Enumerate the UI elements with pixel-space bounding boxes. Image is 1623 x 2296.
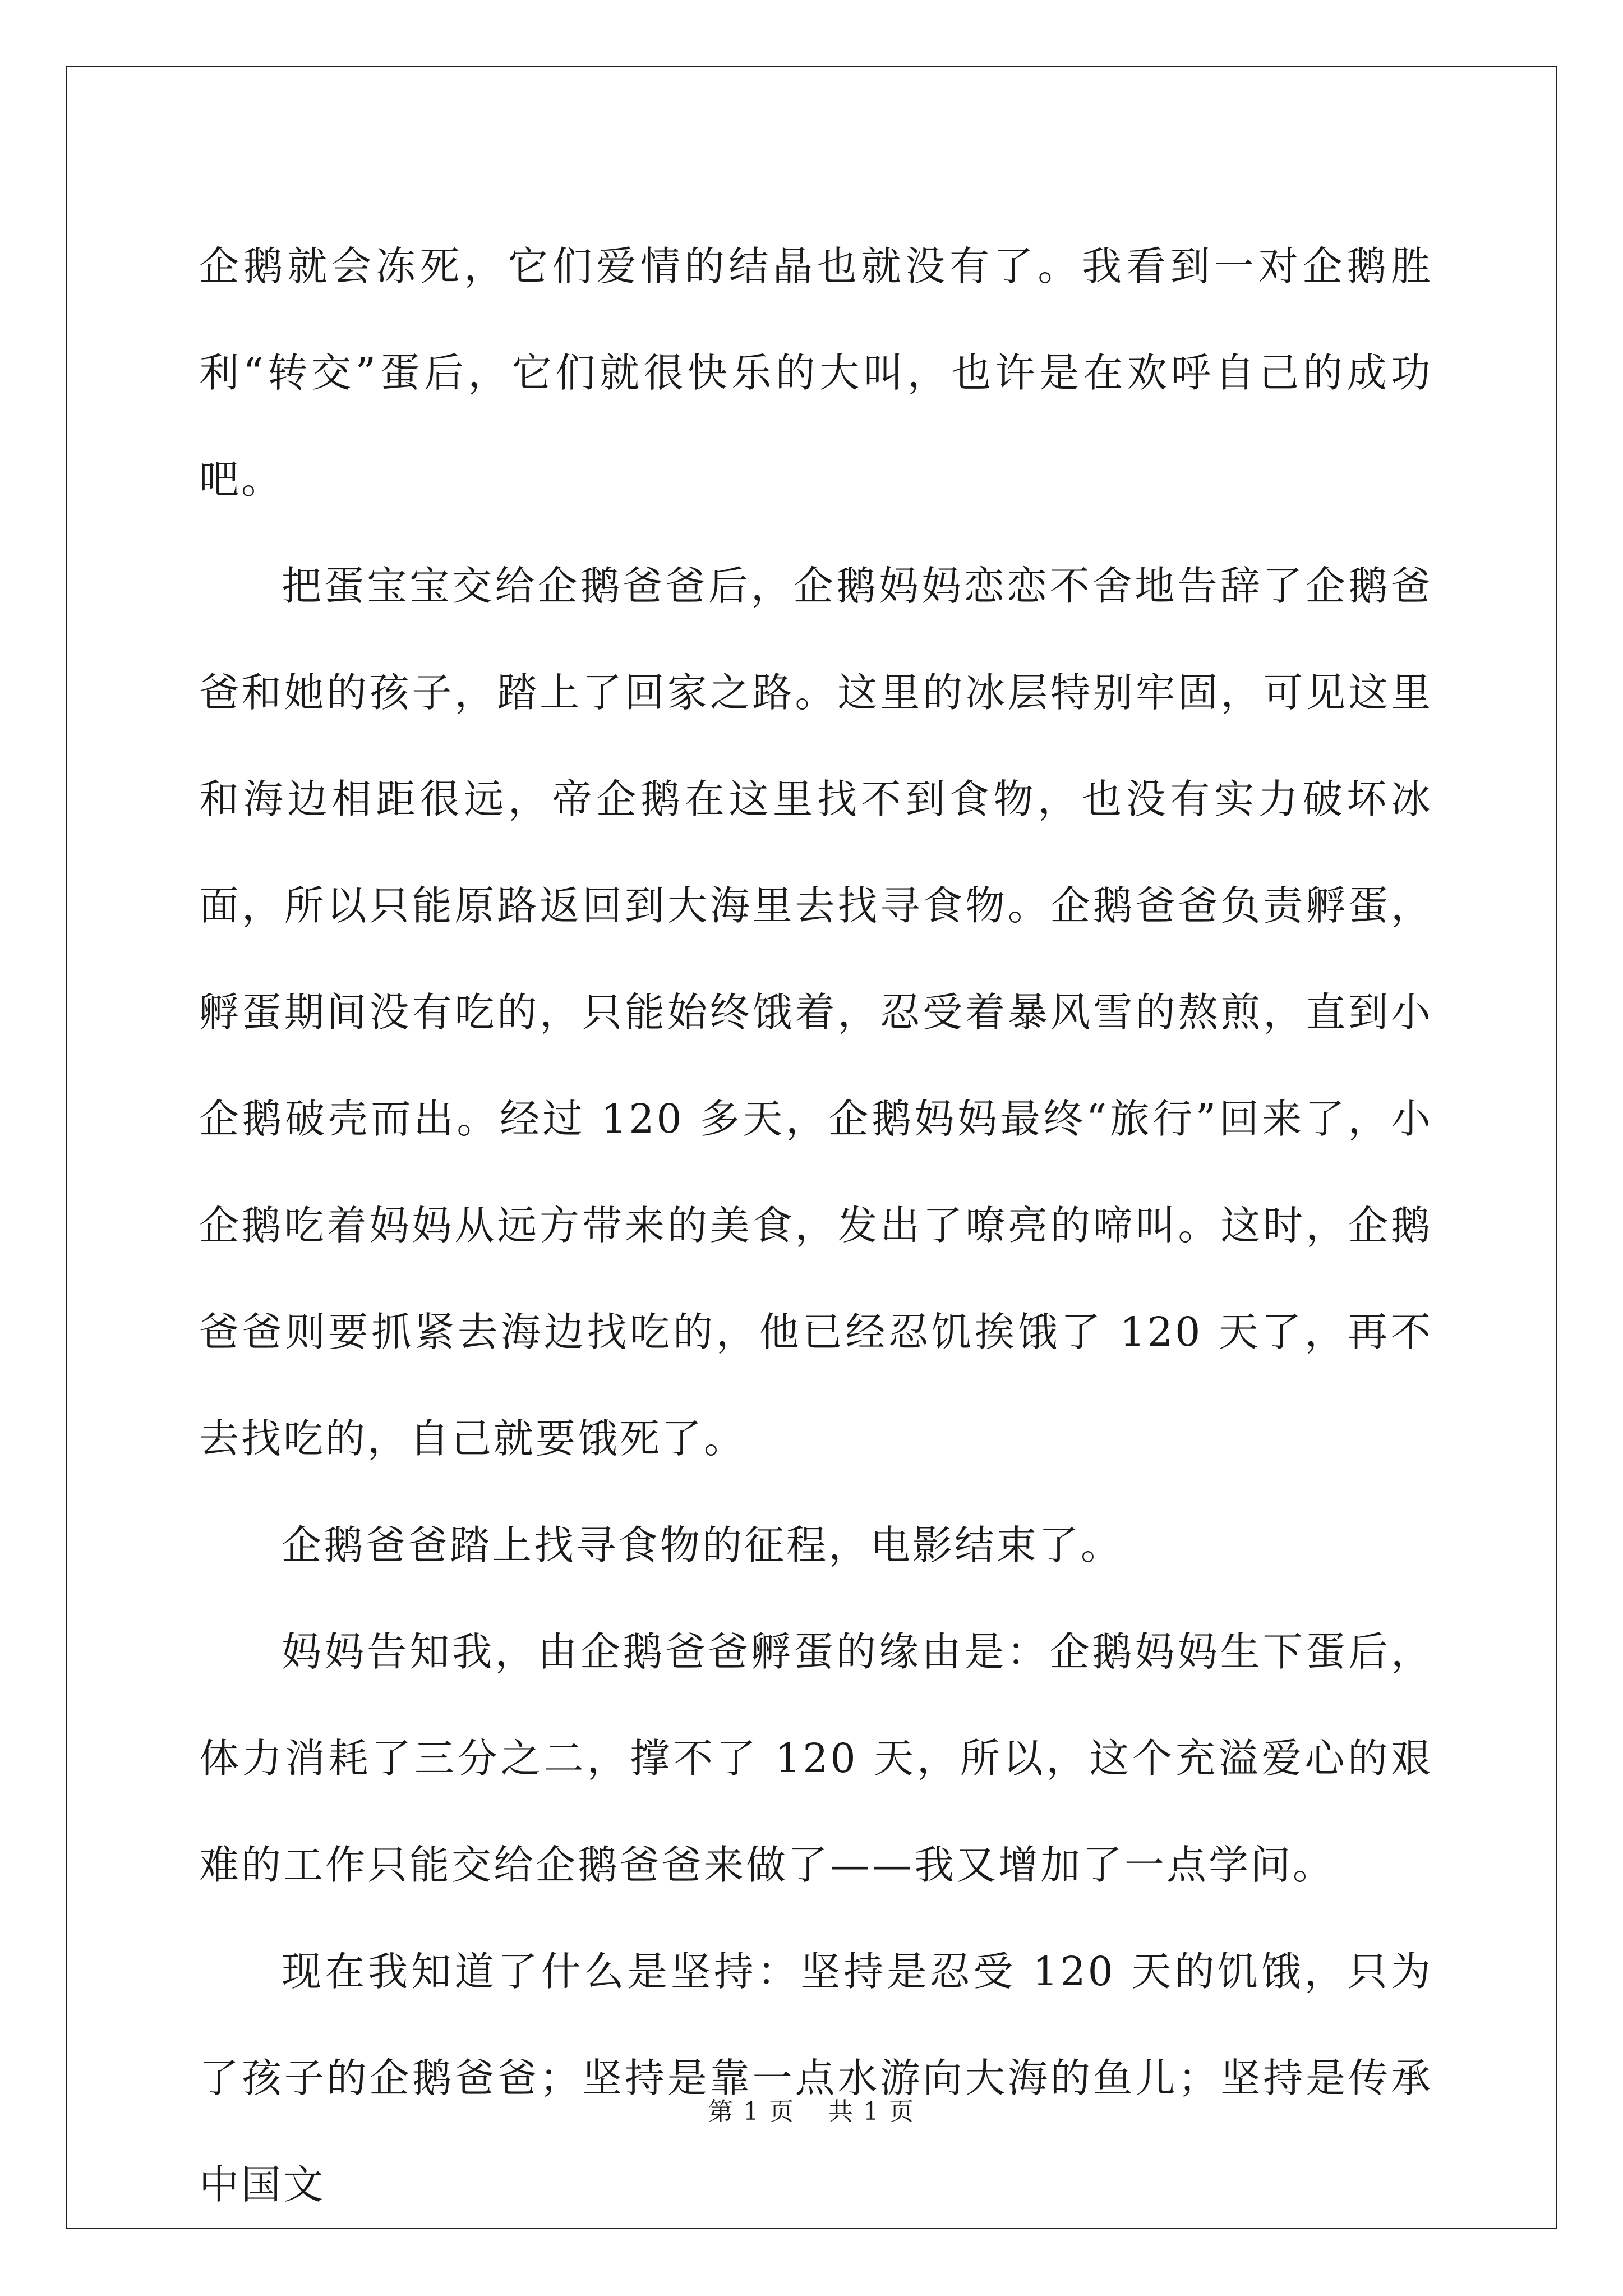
- document-body: [199, 213, 1433, 2238]
- page-number-current: 第 1 页: [708, 2097, 795, 2126]
- paragraph-2: 把蛋宝宝交给企鹅爸爸后，企鹅妈妈恋恋不舍地告辞了企鹅爸爸和她的孩子，踏上了回家之路。这里的冰层特别牢固，可见这里和海边相距很远，帝企鹅在这里找不到食物，也没有实力破坏冰面，所以只能原路返回到大海里去找寻食物。企鹅爸爸负责孵蛋，孵蛋期间没有吃的，只能始终饿着，忍受着暴风雪的熬煎，直到小企鹅破壳而出。经过 120 多天，企鹅妈妈最终“旅行”回来了，小企鹅吃着妈妈从远方带来的美食，发出了嘹亮的啼叫。这时，企鹅爸爸则要抓紧去海边找吃的，他已经忍饥挨饿了 120 天了，再不去找吃的，自己就要饿死了。: [199, 563, 1433, 1462]
- page-footer: [0, 2091, 1623, 2127]
- paragraph-4: 妈妈告知我，由企鹅爸爸孵蛋的缘由是：企鹅妈妈生下蛋后，体力消耗了三分之二，撑不了 120 天，所以，这个充溢爱心的艰难的工作只能交给企鹅爸爸来做了——我又增加了一点学问。: [199, 1628, 1433, 1888]
- paragraph-3: 企鹅爸爸踏上找寻食物的征程，电影结束了。: [282, 1522, 1123, 1568]
- paragraph-5: 现在我知道了什么是坚持：坚持是忍受 120 天的饥饿，只为了孩子的企鹅爸爸；坚持是靠一点水游向大海的鱼儿；坚持是传承中国文: [199, 1948, 1433, 2208]
- page-number-total: 共 1 页: [828, 2097, 915, 2126]
- paragraph-1: 企鹅就会冻死，它们爱情的结晶也就没有了。我看到一对企鹅胜利“转交”蛋后，它们就很快乐的大叫，也许是在欢呼自己的成功吧。: [199, 243, 1433, 503]
